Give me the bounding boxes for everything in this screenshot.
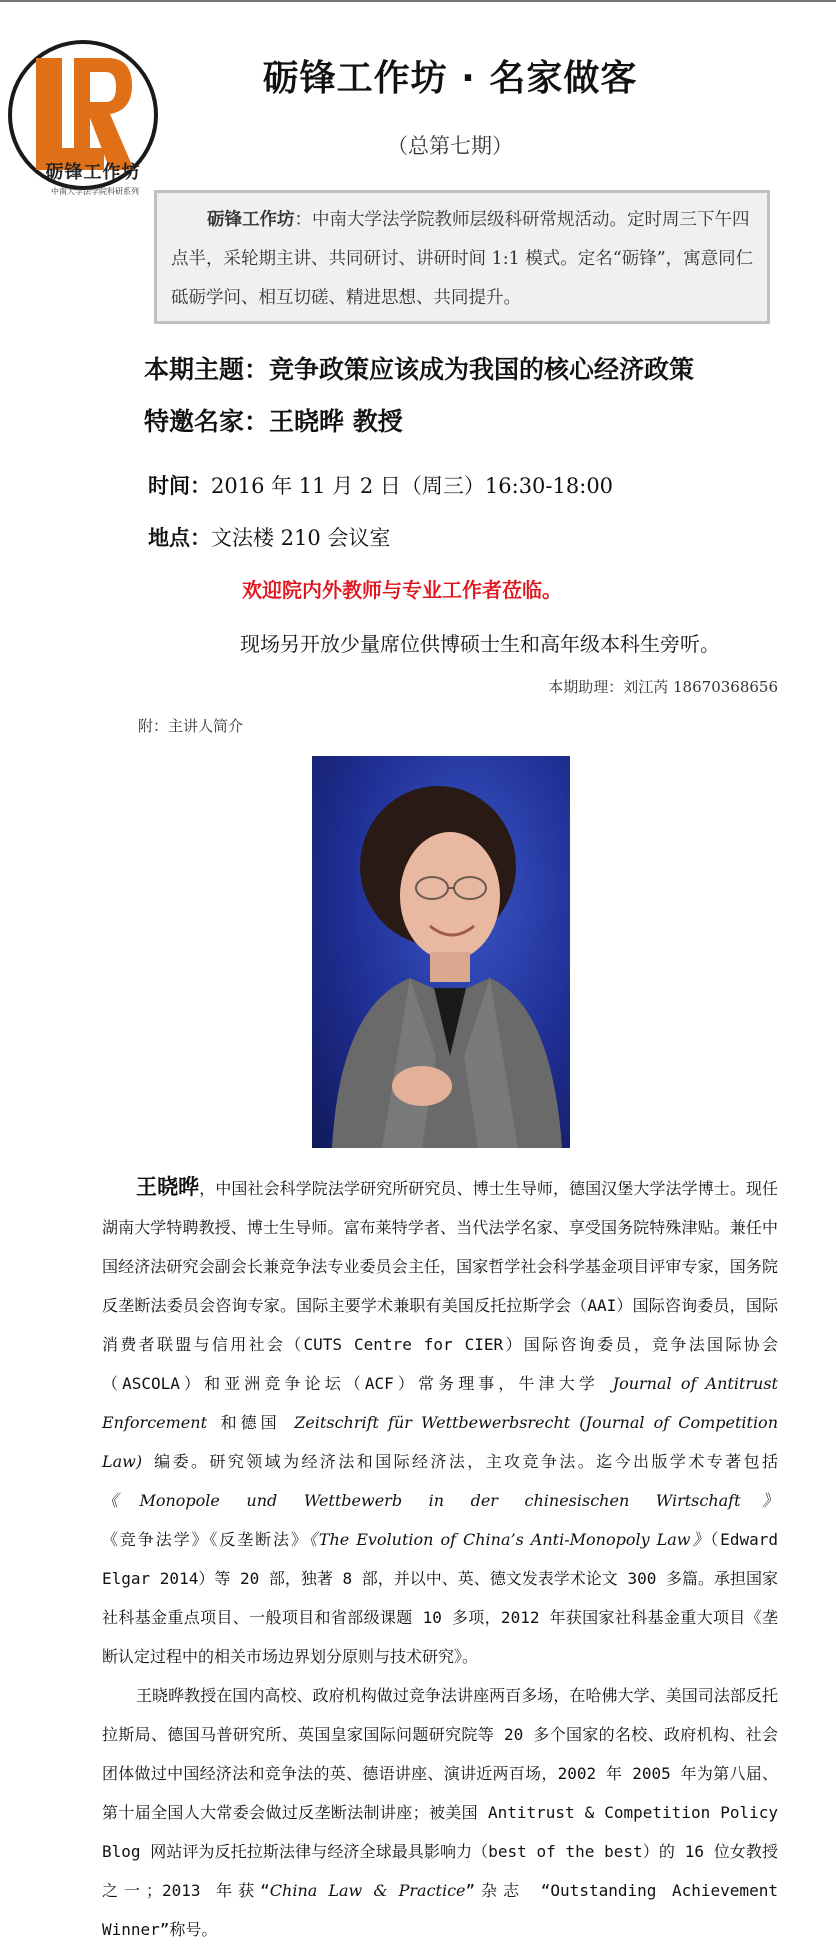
intro-body: ：中南大学法学院教师层级科研常规活动。定时周三下午四点半，采轮期主讲、共同研讨、讲研时间 1:1 模式。定名“砺锋”，寓意同仁砥砺学问、相互切磋、精进思想、共同提升。 [171,210,754,308]
bio-text-a: ，中国社会科学院法学研究所研究员、博士生导师，德国汉堡大学法学博士。现任湖南大学特聘教授、博士生导师。富布莱特学者、当代法学名家、享受国务院特殊津贴。兼任中国经济法研究会副会长兼竞争法专业委员会主任，国家哲学社会科学基金项目评审专家，国务院反垄断法委员会咨询专家。国际主要学术兼职有美国反托拉斯学会（AAI）国际咨询委员，国际消费者联盟与信用社会（CUTS Centre for CIER）国际咨询委员，竞争法国际协会（ASCOLA）和亚洲竞争论坛（ACF）常务理事，牛津大学 [102,1179,778,1393]
logo-letter-r [74,58,134,170]
bio-paragraph-1 [102,1168,778,1676]
bio-text-p2a: 王晓晔教授在国内高校、政府机构做过竞争法讲座两百多场，在哈佛大学、美国司法部反托拉斯局、德国马普研究所、英国皇家国际问题研究院等 20 多个国家的名校、政府机构、社会团体做过中国经济法和竞争法的英、德语讲座、演讲近两百场，2002 年 2005 年为第八届、第十届全国人大常委会做过反垄断法制讲座；被美国 Antitrust & Competition Policy Blog 网站评为反托拉斯法律与经济全球最具影响力（best of the best）的 16 位女教授之一；2013 年获“ [102,1686,778,1900]
event-topic: 本期主题：竞争政策应该成为我国的核心经济政策 [144,355,695,384]
bio-book-2: 《The Evolution of China’s Anti-Monopoly Law》 [308,1530,711,1549]
event-time [148,470,828,500]
bio-text-e: （Edward Elgar 2014）等 20 部，独著 8 部，并以中、英、德文发表学术论文 300 多篇。承担国家社科基金重点项目、一般项目和省部级课题 10 多项，2012 年获国家社科基金重大项目《垄断认定过程中的相关市场边界划分原则与技术研究》。 [102,1530,778,1666]
bio-paragraph-2 [102,1676,778,1949]
top-border [0,0,836,2]
welcome-note: 欢迎院内外教师与专业工作者莅临。 [242,578,562,602]
issue-number: （总第七期） [387,134,513,158]
logo-text: 砺锋工作坊 [45,162,141,183]
event-place [148,522,828,552]
intro-box [154,190,770,324]
bio-text-c: 编委。研究领域为经济法和国际经济法，主攻竞争法。迄今出版学术专著包括 [142,1452,778,1471]
page-title: 砺锋工作坊 · 名家做客 [262,58,638,99]
speaker-bio [102,1168,778,1949]
bio-journal-1: Journal of Antitrust Enforcement [102,1374,778,1432]
event-guest: 特邀名家：王晓晔 教授 [144,407,403,436]
time-label: 时间： [148,474,211,498]
intro-lead: 砺锋工作坊 [207,210,295,230]
bio-text-d: 《竞争法学》《反垄断法》 [102,1530,309,1549]
bio-magazine: China Law & Practice [269,1881,466,1900]
logo-subtitle: 中南大学法学院科研系列 [51,187,139,196]
appendix-label: 附：主讲人简介 [138,717,244,735]
assistant-contact: 本期助理：刘江芮 18670368656 [548,678,778,696]
bio-text-b: 和德国 [207,1413,295,1432]
speaker-photo [312,756,570,1148]
bio-journal-2: Zeitschrift für Wettbewerbsrecht (Journal of Competition Law) [102,1413,778,1471]
bio-book-1: 《Monopole und Wettbewerb in der chinesischen Wirtschaft》 [102,1491,778,1510]
bio-text-p2b: ”杂志 “Outstanding Achievement Winner”称号。 [102,1881,778,1939]
speaker-portrait-icon [312,756,570,1148]
workshop-logo [8,40,166,200]
audit-note: 现场另开放少量席位供博硕士生和高年级本科生旁听。 [240,632,720,656]
time-value: 2016 年 11 月 2 日（周三）16:30-18:00 [211,474,614,498]
place-value: 文法楼 210 会议室 [211,526,391,550]
bio-name: 王晓晔 [136,1175,200,1199]
place-label: 地点： [148,526,211,550]
